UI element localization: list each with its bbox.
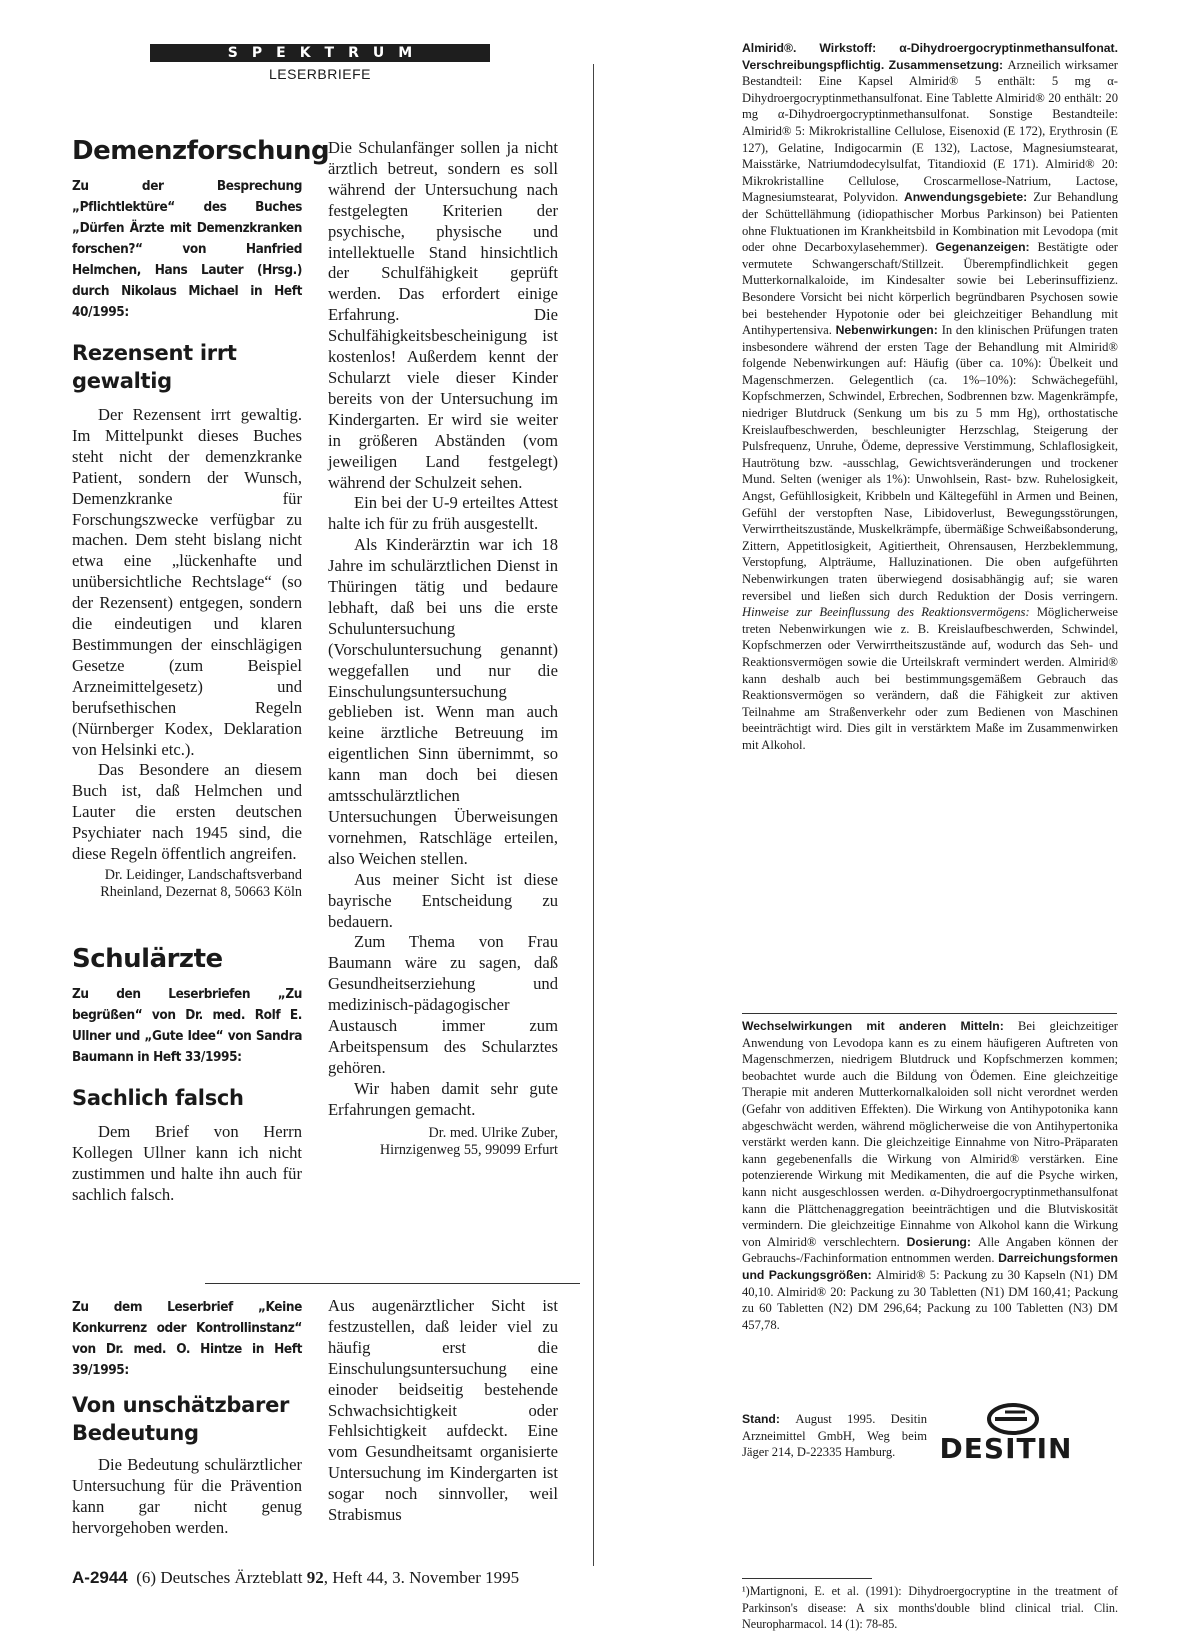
ad-text: Bei gleichzeitiger Anwendung von Levodopa kann es zu einem häufigeren Auftreten von Magenschmerzen, niedrigem Blutdruck und Kopfschmerzen kommen; beobachtet wurde auch die Bildung von Ödemen. Eine gleichzeitige Therapie mit anderen Mutterkornalkaloiden soll nicht verordnet werden (Gefahr von additiven Effekten). Die Wirkung von Antihypotonika kann abgeschwächt werden, während möglicherweise die von Antihypertonika verstärkt werden kann. Die gleichzeitige Einnahme von Nitro-Präparaten kann gegebenenfalls die Wirkung von Almirid® verstärken. Eine potenzierende Wirkung mit Medikamenten, die auf die Psyche wirken, kann nicht ausgeschlossen werden. α-Dihydroergocryptinmethansulfonat kann die Plättchenaggregation beeinträchtigen und die Blutviskosität vermindern. Die gleichzeitige Einnahme von Alkohol kann die Wirkung von Almirid® verschlechtern. xyxy=(742,1019,1118,1249)
ad-text: Zur Behandlung der Schüttellähmung (idiopathischer Morbus Parkinson) bei Patienten ohne Fluktuationen im Krankheitsbild in Kombination mit Levodopa (mit oder ohne Decarboxylasehemmer). xyxy=(742,190,1118,255)
ad-label: Hinweise zur Beeinflussung des Reaktionsvermögens: xyxy=(742,605,1037,620)
letter2-paragraph: Wir haben damit sehr gute Erfahrungen gemacht. xyxy=(328,1078,558,1119)
letter3-column1 xyxy=(72,1297,302,1539)
letter2-paragraph: Dem Brief von Herrn Kollegen Ullner kann ich nicht zustimmen und halte ihn auch für sachlich falsch. xyxy=(72,1121,302,1204)
ad-text-block-2 xyxy=(742,1018,1118,1333)
ad-text: In den klinischen Prüfungen traten insbesondere während der ersten Tage der Behandlung mit Almirid® folgende Nebenwirkungen auf: Häufig (über ca. 10%): Übelkeit und Magenschmerzen. Gelegentlich (ca. 1%–10%): Schwächegefühl, Kopfschmerzen, Schwindel, Erbrechen, Sodbrennen bzw. Magenkrämpfe, niedriger Blutdruck (Senkung um bis zu 5 mm Hg), orthostatische Kreislaufbeschwerden, beschleunigter Herzschlag, Steigerung der Pulsfrequenz, Unruhe, Ödeme, depressive Verstimmung, Schlaflosigkeit, Hautrötung bzw. -ausschlag, Gewichtsveränderungen und trockener Mund. Selten (weniger als 1%): Unwohlsein, Rast- bzw. Ruhelosigkeit, Angst, Gefühllosigkeit, Kribbeln und Kältegefühl in Armen und Beinen, Gefühl der verstopften Nase, Libidoverlust, Bewegungsstörungen, Verwirrtheitszustände, Muskelkrämpfe, übermäßige Schweißabsonderung, Zittern, Appetitlosigkeit, Agitiertheit, Ohrensausen, Herzbeklemmung, Verstopfung, Alpträume, Halluzinationen. Die oben aufgeführten Nebenwirkungen traten überwiegend dosisabhängig auf; sie waren reversibel und ließen sich durch Reduktion der Dosis verringern. xyxy=(742,323,1118,603)
letter1-paragraph: Der Rezensent irrt gewaltig. Im Mittelpunkt dieses Buches steht nicht der demenzkranke Patient, sondern der Wunsch, Demenzkranke für Forschungszwecke verfügbar zu machen. Dem steht bislang nicht etwa eine „lückenhafte und unübersichtliche Rechtslage“ (so der Rezensent) entgegen, sondern die eindeutigen und klaren Bestimmungen der einschlägigen Gesetze (zum Beispiel Arzneimittelgesetz) und berufsethischen Regeln (Nürnberger Kodex, Deklaration von Helsinki etc.). xyxy=(72,405,302,759)
ad-product-label: Almirid®. Wirkstoff: α-Dihydroergocryptinmethansulfonat. Verschreibungspflichtig. xyxy=(742,41,1118,72)
letter1-body xyxy=(72,405,302,865)
letter2-paragraph: Aus meiner Sicht ist diese bayrische Entscheidung zu bedauern. xyxy=(328,869,558,931)
letter2-paragraph: Die Schulanfänger sollen ja nicht ärztlich betreut, sondern es soll während der Untersuchung nach festgelegten Kriterien der psychische, physische und intellektuelle Stand hinsichtlich der Schulfähigkeit geprüft werden. Das erfordert einige Erfahrung. Die Schulfähigkeitsbescheinigung ist kostenlos! Außerdem kennt der Schularzt viele dieser Kinder bereits von der Untersuchung im Kindergarten. Er wird sie weiter in größeren Abständen (vom jeweiligen Land festgelegt) während der Schulzeit sehen. xyxy=(328,138,558,492)
ad-label: Wechselwirkungen mit anderen Mitteln: xyxy=(742,1019,1019,1033)
ad-footnote xyxy=(742,1583,1118,1633)
subsection-title: LESERBRIEFE xyxy=(269,66,371,82)
ad-text: Bestätigte oder vermutete Schwangerschaft/Stillzeit. Überempfindlichkeit gegen Mutterkornalkaloide, im Kindesalter sowie bei Leberinsuffizienz. Besondere Vorsicht bei nicht körperlich begründbaren Psychosen sowie bei bestehender Hypotonie oder bei gleichzeitiger Behandlung mit Antihypertensiva. xyxy=(742,240,1119,338)
issue-info: , Heft 44, 3. November 1995 xyxy=(323,1568,520,1587)
letter3-column2 xyxy=(328,1296,558,1526)
letter3-body xyxy=(72,1455,302,1539)
letter1-intro: Zu der Besprechung „Pflichtlektüre“ des Buches „Dürfen Ärzte mit Demenzkranken forschen?“ von Hanfried Helmchen, Hans Lauter (Hrsg.) durch Nikolaus Michael in Heft 40/1995: xyxy=(72,178,302,320)
ad-text-block-1 xyxy=(742,40,1118,754)
page-footer xyxy=(72,1568,519,1588)
ad-label: Anwendungsgebiete: xyxy=(903,190,1034,205)
ad-label: Dosierung: xyxy=(906,1234,978,1249)
footnote-text: ¹)Martignoni, E. et al. (1991): Dihydroergocryptine in the treatment of Parkinson's disease: A six months'double blind clinical trial. Clin. Neuropharmacol. 14 (1): 78-85. xyxy=(742,1584,1118,1632)
letter2-body xyxy=(72,1122,302,1206)
letter2-intro: Zu den Leserbriefen „Zu begrüßen“ von Dr. med. Rolf E. Ullner und „Gute Idee“ von Sandra Baumann in Heft 33/1995: xyxy=(72,985,302,1065)
ad-prescribing-info xyxy=(742,40,1118,754)
section-title: SPEKTRUM xyxy=(227,45,427,61)
desitin-logo: DESITIN xyxy=(939,1432,1073,1465)
letter1-column1 xyxy=(72,136,330,1206)
ad-text: Alle Angaben können der Gebrauchs-/Fachinformation entnommen werden. xyxy=(742,1234,1118,1266)
letter1-signature: Dr. Leidinger, Landschaftsverband Rheinland, Dezernat 8, 50663 Köln xyxy=(100,866,302,901)
letter3-body-cont xyxy=(328,1296,558,1526)
letter2-paragraph: Zum Thema von Frau Baumann wäre zu sagen, daß Gesundheitserziehung und medizinisch-pädagogischer Austausch immer zum Arbeitspensum des Schularztes gehören. xyxy=(328,932,558,1077)
letter2-title: Sachlich falsch xyxy=(72,1085,244,1110)
page-number: A-2944 xyxy=(72,1568,128,1587)
letter2-paragraph: Als Kinderärztin war ich 18 Jahre im schulärztlichen Dienst in Thüringen tätig und bedaure lebhaft, daß bei uns die erste Schuluntersuchung (Vorschuluntersuchung genannt) weggefallen und nur die Einschulungsuntersuchung geblieben ist. Wenn man auch keine ärztliche Betreuung im eigentlichen Sinn übernimmt, so kann man doch bei diesen amtsschulärztlichen Untersuchungen Überweisungen vornehmen, Ratschläge erteilen, also Weichen stellen. xyxy=(328,535,558,868)
letter1-title: Rezensent irrt gewaltig xyxy=(72,341,237,393)
ad-interactions-info xyxy=(742,1018,1118,1333)
letter2-column2 xyxy=(328,138,558,1160)
letter2-body-cont xyxy=(328,138,558,1121)
ad-text-block-3 xyxy=(742,1411,927,1461)
ad-text: Arzneilich wirksamer Bestandteil: Eine Kapsel Almirid® 5 enthält: 5 mg α-Dihydroergocryptinmethansulfonat. Eine Tablette Almirid® 20 enthält: 20 mg α-Dihydroergocryptinmethansulfonat. Sonstige Bestandteile: Almirid® 5: Mikrokristalline Cellulose, Eisenoxid (E 172), Erythrosin (E 127), Gelatine, Indigocarmin (E 132), Lactose, Magnesiumstearat, Maisstärke, Natriumdodecylsulfat, Titandioxid (E 171). Almirid® 20: Mikrokristalline Cellulose, Croscarmellose-Natrium, Lactose, Magnesiumstearat, Polyvidon. xyxy=(742,57,1118,205)
letter1-paragraph: Das Besondere an diesem Buch ist, daß Helmchen und Lauter die ersten deutschen Psychiater nach 1945 sind, die diese Regeln öffentlich angreifen. xyxy=(72,760,302,864)
footnote-divider xyxy=(742,1578,872,1579)
desitin-logo-icon xyxy=(985,1402,1041,1436)
letter2-heading: Schulärzte xyxy=(72,943,223,974)
ad-text: Möglicherweise treten Nebenwirkungen wie z. B. Kreislaufbeschwerden, Schwindel, Kopfschmerzen oder Verwirrtheitszustände auf, wodurch das Seh- und Reaktionsvermögen sowie die Urteilskraft vermindert werden. Almirid® kann deshalb auch bei bestimmungsgemäßem Gebrauch das Reaktionsvermögen so verändern, daß die Fähigkeit zur aktiven Teilnahme am Straßenverkehr oder zum Bedienen von Maschinen beeinträchtigt wird. Dies gilt in verstärktem Maße im Zusammenwirken mit Alkohol. xyxy=(742,605,1118,752)
ad-label: Darreichungsformen und Packungsgrößen: xyxy=(742,1251,1118,1282)
letter3-paragraph: Die Bedeutung schulärztlicher Untersuchung für die Prävention kann gar nicht genug hervorgehoben werden. xyxy=(72,1455,302,1537)
letter1-heading: Demenzforschung xyxy=(72,136,330,166)
ad-text: Almirid® 5: Packung zu 30 Kapseln (N1) DM 40,10. Almirid® 20: Packung zu 30 Tabletten (N1) DM 160,41; Packung zu 60 Tabletten (N2) DM 296,64; Packung zu 100 Tabletten (N3) DM 457,78. xyxy=(742,1267,1118,1332)
ad-label: Nebenwirkungen: xyxy=(835,323,942,338)
ad-label: Stand: xyxy=(742,1412,796,1426)
ad-label: Zusammensetzung: xyxy=(888,57,1008,72)
letter2-signature: Dr. med. Ulrike Zuber, Hirnzigenweg 55, 99099 Erfurt xyxy=(379,1124,558,1159)
letter3-title: Von unschätzbarer Bedeutung xyxy=(72,1393,290,1445)
ad-company-info xyxy=(742,1411,927,1461)
ad-text: August 1995. Desitin Arzneimittel GmbH, Weg beim Jäger 214, D-22335 Hamburg. xyxy=(742,1412,927,1460)
ad-label: Gegenanzeigen: xyxy=(935,240,1038,255)
letter3-paragraph: Aus augenärztlicher Sicht ist festzustellen, daß leider viel zu häufig erst die Einschulungsuntersuchung eine einoder beidseitig bestehende Schwachsichtigkeit oder Fehlsichtigkeit aufdeckt. Eine vom Gesundheitsamt organisierte Untersuchung im Kindergarten ist sogar noch sinnvoller, weil Strabismus xyxy=(328,1296,558,1525)
volume-number: 92 xyxy=(306,1568,324,1587)
section-banner xyxy=(150,44,490,62)
column-divider xyxy=(593,64,594,1566)
journal-name: (6) Deutsches Ärzteblatt xyxy=(136,1568,307,1587)
letter-divider xyxy=(205,1283,580,1284)
ad-divider xyxy=(742,1013,1117,1014)
letter3-intro: Zu dem Leserbrief „Keine Konkurrenz oder Kontrollinstanz“ von Dr. med. O. Hintze in Heft 39/1995: xyxy=(72,1299,302,1378)
letter2-paragraph: Ein bei der U-9 erteiltes Attest halte ich für zu früh ausgestellt. xyxy=(328,493,558,534)
